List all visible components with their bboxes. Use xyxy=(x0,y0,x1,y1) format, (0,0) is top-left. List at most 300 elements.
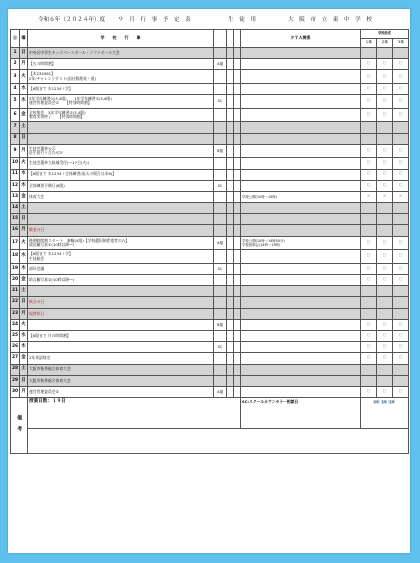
lunch-mark-grade3 xyxy=(393,214,409,225)
lunch-mark-grade2 xyxy=(377,375,393,386)
lunch-mark-grade2: × xyxy=(377,191,393,202)
lunch-mark-grade2: ○ xyxy=(377,108,393,122)
events-cell xyxy=(28,169,214,180)
col-events: 学 校 行 事 xyxy=(28,30,214,48)
events-text: 体育大会 xyxy=(29,193,45,199)
sc-legend: SC:スクールカウンセラー相談日 xyxy=(241,398,361,429)
blank-cell-a xyxy=(227,236,234,250)
events-text: 部長会議 xyxy=(29,265,45,271)
lunch-mark-grade1 xyxy=(361,133,377,144)
weekday-cell: 土 xyxy=(20,203,28,214)
lunch-mark-grade3: ○ xyxy=(393,70,409,84)
events-cell xyxy=(28,386,214,397)
events-cell xyxy=(28,353,214,364)
lunch-mark-grade1: ○ xyxy=(361,236,377,250)
lunch-mark-grade3 xyxy=(393,133,409,144)
blank-cell-b xyxy=(234,308,241,319)
events-text: 【木234561】 2年:チャレンジテスト(国社数理英・道) xyxy=(29,71,96,81)
sheet-title: ９ 月 行 事 予 定 表 xyxy=(118,17,191,23)
blank-cell-a xyxy=(227,214,234,225)
day-cell: 26 xyxy=(11,342,20,353)
day-cell: 7 xyxy=(11,122,20,133)
week-cell: A週 xyxy=(214,386,227,397)
lunch-mark-grade2: ○ xyxy=(377,250,393,264)
weekday-cell: 木 xyxy=(20,180,28,191)
weekday-cell: 火 xyxy=(20,70,28,84)
lunch-mark-grade1 xyxy=(361,203,377,214)
lunch-count-grade1: 19 xyxy=(373,399,379,405)
table-row xyxy=(11,214,409,225)
events-text: 大阪市秋季総合体育大会 xyxy=(29,377,71,383)
blank-cell-b xyxy=(234,144,241,158)
lunch-mark-grade1 xyxy=(361,286,377,297)
pta-cell xyxy=(241,297,361,308)
blank-cell-b xyxy=(234,375,241,386)
events-cell xyxy=(28,375,214,386)
lunch-mark-grade3 xyxy=(393,225,409,236)
table-row xyxy=(11,191,409,202)
week-cell xyxy=(214,214,227,225)
pta-cell: 学校公開(10時〜14時50分) 学校説明会(14時～15時) xyxy=(241,236,361,250)
week-cell xyxy=(214,108,227,122)
timetable-note: 【特別時間割】 xyxy=(64,100,92,106)
pta-cell xyxy=(241,95,361,109)
blank-cell-b xyxy=(234,180,241,191)
pta-cell xyxy=(241,286,361,297)
weekday-cell: 水 xyxy=(20,83,28,94)
col-day: 日 xyxy=(11,30,20,48)
pta-cell xyxy=(241,308,361,319)
lunch-mark-grade1: ○ xyxy=(361,353,377,364)
lunch-mark-grade3 xyxy=(393,364,409,375)
sheet-header xyxy=(38,15,398,27)
col-week xyxy=(214,30,227,48)
lunch-mark-grade3: ○ xyxy=(393,386,409,397)
pta-cell xyxy=(241,203,361,214)
pta-cell xyxy=(241,59,361,70)
blank-cell-b xyxy=(234,133,241,144)
blank-cell-a xyxy=(227,70,234,84)
table-row xyxy=(11,353,409,364)
lunch-mark-grade3 xyxy=(393,375,409,386)
pta-cell xyxy=(241,180,361,191)
school-days-total: 授業日数：１９日 xyxy=(28,398,241,429)
week-cell: B週 xyxy=(214,319,227,330)
blank-cell-a xyxy=(227,386,234,397)
weekday-cell: 月 xyxy=(20,225,28,236)
lunch-mark-grade3 xyxy=(393,122,409,133)
lunch-mark-grade3 xyxy=(393,297,409,308)
pta-cell xyxy=(241,70,361,84)
events-cell xyxy=(28,225,214,236)
events-cell xyxy=(28,191,214,202)
events-text: 【6限まで 水1234＋学】 生徒総会 xyxy=(29,251,73,261)
blank-cell-a xyxy=(227,275,234,286)
table-row xyxy=(11,236,409,250)
day-cell: 14 xyxy=(11,203,20,214)
weekday-cell: 月 xyxy=(20,308,28,319)
events-cell xyxy=(28,59,214,70)
events-cell xyxy=(28,83,214,94)
lunch-count-grade3: 19 xyxy=(389,399,395,405)
day-cell: 5 xyxy=(11,95,20,109)
lunch-mark-grade1: ○ xyxy=(361,319,377,330)
table-row xyxy=(11,275,409,286)
summary-row xyxy=(11,398,409,429)
blank-cell-b xyxy=(234,353,241,364)
events-text: 3年学年練習①(3,4限) 1年学年練習①(5,6限) 運営管理委員会① xyxy=(29,96,112,106)
week-cell: A週 xyxy=(214,59,227,70)
table-header-row xyxy=(11,30,409,39)
lunch-mark-grade3: ○ xyxy=(393,263,409,274)
lunch-mark-grade1: ○ xyxy=(361,83,377,94)
week-cell xyxy=(214,191,227,202)
weekday-cell: 水 xyxy=(20,250,28,264)
blank-cell-a xyxy=(227,286,234,297)
blank-cell-a xyxy=(227,48,234,59)
weekday-cell: 土 xyxy=(20,286,28,297)
events-text: 2年英語検定 xyxy=(29,355,51,361)
lunch-mark-grade2: ○ xyxy=(377,180,393,191)
day-cell: 25 xyxy=(11,330,20,341)
lunch-mark-grade3: ○ xyxy=(393,275,409,286)
lunch-mark-grade3 xyxy=(393,48,409,59)
day-cell: 10 xyxy=(11,158,20,169)
week-cell xyxy=(214,250,227,264)
lunch-mark-grade1: ○ xyxy=(361,180,377,191)
lunch-mark-grade2: ○ xyxy=(377,158,393,169)
events-text: 全校集会 3年学年練習②(3,4限) 教育実習終了 xyxy=(29,109,86,120)
week-cell xyxy=(214,70,227,84)
week-cell xyxy=(214,297,227,308)
pta-cell xyxy=(241,375,361,386)
table-row xyxy=(11,375,409,386)
lunch-mark-grade2 xyxy=(377,286,393,297)
lunch-mark-grade1: ○ xyxy=(361,169,377,180)
lunch-mark-grade1 xyxy=(361,122,377,133)
weekday-cell: 火 xyxy=(20,158,28,169)
lunch-mark-grade2: ○ xyxy=(377,236,393,250)
lunch-mark-grade2: ○ xyxy=(377,169,393,180)
weekday-cell: 日 xyxy=(20,133,28,144)
lunch-mark-grade2 xyxy=(377,122,393,133)
lunch-mark-grade3: ○ xyxy=(393,158,409,169)
pta-cell xyxy=(241,144,361,158)
day-cell: 11 xyxy=(11,169,20,180)
table-row xyxy=(11,386,409,397)
events-cell xyxy=(28,250,214,264)
blank-cell-a xyxy=(227,59,234,70)
day-cell: 27 xyxy=(11,353,20,364)
lunch-mark-grade3: ○ xyxy=(393,236,409,250)
events-cell xyxy=(28,180,214,191)
blank-cell-b xyxy=(234,250,241,264)
lunch-mark-grade3: ○ xyxy=(393,180,409,191)
lunch-mark-grade1: ○ xyxy=(361,263,377,274)
table-row xyxy=(11,263,409,274)
week-cell: SC xyxy=(214,95,227,109)
blank-cell-b xyxy=(234,70,241,84)
events-cell xyxy=(28,297,214,308)
events-text: 敬老の日 xyxy=(29,227,45,233)
day-cell: 21 xyxy=(11,286,20,297)
events-text: 振替休日 xyxy=(29,310,45,316)
lunch-mark-grade2: ○ xyxy=(377,275,393,286)
day-cell: 3 xyxy=(11,70,20,84)
blank-cell-b xyxy=(234,297,241,308)
blank-cell-b xyxy=(234,364,241,375)
lunch-mark-grade3: ○ xyxy=(393,108,409,122)
events-cell xyxy=(28,133,214,144)
events-text: 中央区中学生キッズベースボール・ソフトボール大会 xyxy=(29,49,120,55)
day-cell: 2 xyxy=(11,59,20,70)
lunch-mark-grade1: ○ xyxy=(361,330,377,341)
remarks-label: 備考 xyxy=(16,414,23,437)
pta-cell xyxy=(241,108,361,122)
pta-cell xyxy=(241,319,361,330)
weekday-cell: 木 xyxy=(20,263,28,274)
lunch-mark-grade2 xyxy=(377,364,393,375)
col-lunch-grade1: １年 xyxy=(361,39,377,48)
weekday-cell: 水 xyxy=(20,330,28,341)
table-row xyxy=(11,122,409,133)
lunch-mark-grade1: ○ xyxy=(361,95,377,109)
col-pta: ＰＴＡ関係 xyxy=(241,30,361,48)
day-cell: 12 xyxy=(11,180,20,191)
lunch-mark-grade2 xyxy=(377,48,393,59)
lunch-mark-grade3: × xyxy=(393,191,409,202)
events-cell xyxy=(28,158,214,169)
blank-cell-b xyxy=(234,108,241,122)
lunch-mark-grade1 xyxy=(361,214,377,225)
events-cell xyxy=(28,108,214,122)
table-row xyxy=(11,225,409,236)
pta-cell xyxy=(241,353,361,364)
weekday-cell: 金 xyxy=(20,108,28,122)
lunch-mark-grade1 xyxy=(361,297,377,308)
weekday-cell: 水 xyxy=(20,169,28,180)
blank-cell-a xyxy=(227,144,234,158)
blank-cell-a xyxy=(227,191,234,202)
events-cell xyxy=(28,330,214,341)
events-cell xyxy=(28,342,214,353)
table-row xyxy=(11,133,409,144)
pta-cell xyxy=(241,133,361,144)
week-cell xyxy=(214,158,227,169)
weekday-cell: 日 xyxy=(20,375,28,386)
day-cell: 19 xyxy=(11,263,20,274)
table-row xyxy=(11,158,409,169)
blank-cell-b xyxy=(234,236,241,250)
day-cell: 30 xyxy=(11,386,20,397)
day-cell: 28 xyxy=(11,364,20,375)
lunch-mark-grade2 xyxy=(377,297,393,308)
lunch-mark-grade1 xyxy=(361,308,377,319)
weekday-cell: 火 xyxy=(20,319,28,330)
week-cell xyxy=(214,48,227,59)
blank-cell-b xyxy=(234,169,241,180)
lunch-mark-grade2: ○ xyxy=(377,83,393,94)
lunch-mark-grade1: ○ xyxy=(361,144,377,158)
week-cell: SC xyxy=(214,342,227,353)
lunch-mark-grade3 xyxy=(393,286,409,297)
blank-cell-b xyxy=(234,214,241,225)
weekday-cell: 日 xyxy=(20,214,28,225)
blank-cell-a xyxy=(227,263,234,274)
blank-cell-b xyxy=(234,319,241,330)
blank-cell-b xyxy=(234,386,241,397)
table-row xyxy=(11,203,409,214)
week-cell xyxy=(214,169,227,180)
table-row xyxy=(11,297,409,308)
blank-cell-a xyxy=(227,180,234,191)
day-cell: 20 xyxy=(11,275,20,286)
blank-cell-b xyxy=(234,225,241,236)
schedule-sheet xyxy=(8,9,410,553)
table-row xyxy=(11,95,409,109)
week-cell: SC xyxy=(214,180,227,191)
pta-cell xyxy=(241,275,361,286)
lunch-mark-grade3: ○ xyxy=(393,169,409,180)
blank-cell-a xyxy=(227,225,234,236)
schedule-table xyxy=(10,29,409,454)
events-text: 後期時間割スタート 参観(5限)【学校選択制希望者のみ】 放送顧写真①(10時以降～) xyxy=(29,237,130,247)
events-cell xyxy=(28,319,214,330)
week-cell xyxy=(214,122,227,133)
week-cell xyxy=(214,375,227,386)
remarks-row xyxy=(11,429,409,454)
weekday-cell: 日 xyxy=(20,297,28,308)
pta-cell xyxy=(241,225,361,236)
day-cell: 16 xyxy=(11,225,20,236)
events-text: 生徒会選挙立候補受付(～17日(火)) xyxy=(29,160,90,166)
table-row xyxy=(11,330,409,341)
events-cell xyxy=(28,364,214,375)
audience-label: 生 徒 用 xyxy=(228,17,256,23)
week-cell xyxy=(214,286,227,297)
week-cell xyxy=(214,308,227,319)
week-cell: SC xyxy=(214,263,227,274)
events-cell xyxy=(28,122,214,133)
events-cell xyxy=(28,236,214,250)
blank-cell-a xyxy=(227,330,234,341)
remarks-body xyxy=(28,429,409,454)
events-cell xyxy=(28,275,214,286)
pta-cell xyxy=(241,386,361,397)
weekday-cell: 木 xyxy=(20,342,28,353)
events-cell xyxy=(28,95,214,109)
lunch-mark-grade3: ○ xyxy=(393,330,409,341)
col-lunch: 学校給食 xyxy=(361,30,409,39)
lunch-mark-grade2: ○ xyxy=(377,144,393,158)
blank-cell-a xyxy=(227,95,234,109)
lunch-mark-grade2 xyxy=(377,203,393,214)
table-row xyxy=(11,108,409,122)
table-row xyxy=(11,180,409,191)
lunch-mark-grade2: ○ xyxy=(377,263,393,274)
blank-cell-a xyxy=(227,250,234,264)
pta-cell xyxy=(241,122,361,133)
events-text: 運営管理委員会② xyxy=(29,388,59,394)
lunch-mark-grade1: ○ xyxy=(361,108,377,122)
table-row xyxy=(11,250,409,264)
lunch-mark-grade2: ○ xyxy=(377,70,393,84)
table-row xyxy=(11,70,409,84)
day-cell: 9 xyxy=(11,144,20,158)
lunch-mark-grade1 xyxy=(361,48,377,59)
lunch-mark-grade3: ○ xyxy=(393,342,409,353)
events-cell xyxy=(28,263,214,274)
lunch-mark-grade2: ○ xyxy=(377,342,393,353)
day-cell: 24 xyxy=(11,319,20,330)
col-lunch-grade3: ３年 xyxy=(393,39,409,48)
blank-cell-a xyxy=(227,133,234,144)
table-row xyxy=(11,308,409,319)
col-weekday: 曜 xyxy=(20,30,28,48)
blank-cell-a xyxy=(227,122,234,133)
blank-cell-a xyxy=(227,169,234,180)
col-blank-b xyxy=(234,30,241,48)
pta-cell xyxy=(241,48,361,59)
blank-cell-a xyxy=(227,353,234,364)
weekday-cell: 月 xyxy=(20,59,28,70)
day-cell: 4 xyxy=(11,83,20,94)
table-row xyxy=(11,59,409,70)
blank-cell-b xyxy=(234,275,241,286)
pta-cell xyxy=(241,263,361,274)
blank-cell-b xyxy=(234,342,241,353)
lunch-mark-grade3: ○ xyxy=(393,353,409,364)
table-row xyxy=(11,364,409,375)
week-cell xyxy=(214,83,227,94)
lunch-mark-grade2 xyxy=(377,133,393,144)
blank-cell-b xyxy=(234,330,241,341)
pta-cell xyxy=(241,169,361,180)
blank-cell-b xyxy=(234,191,241,202)
events-cell xyxy=(28,214,214,225)
pta-cell xyxy=(241,364,361,375)
week-cell xyxy=(214,203,227,214)
lunch-mark-grade3: ○ xyxy=(393,83,409,94)
events-text: 全体練習予備日(6限) xyxy=(29,182,65,188)
lunch-count-grade2: 19 xyxy=(381,399,387,405)
table-row xyxy=(11,169,409,180)
blank-cell-a xyxy=(227,158,234,169)
day-cell: 23 xyxy=(11,308,20,319)
events-text: 助言顧写真②(10時以降～) xyxy=(29,276,75,282)
pta-cell xyxy=(241,342,361,353)
blank-cell-b xyxy=(234,83,241,94)
schedule-body xyxy=(11,48,409,398)
events-cell xyxy=(28,286,214,297)
lunch-mark-grade3: ○ xyxy=(393,250,409,264)
pta-cell xyxy=(241,83,361,94)
events-cell xyxy=(28,70,214,84)
pta-cell xyxy=(241,158,361,169)
day-cell: 22 xyxy=(11,297,20,308)
lunch-mark-grade1 xyxy=(361,225,377,236)
week-cell: B週 xyxy=(214,144,227,158)
weekday-cell: 日 xyxy=(20,48,28,59)
week-cell xyxy=(214,275,227,286)
lunch-mark-grade1: ○ xyxy=(361,250,377,264)
lunch-counts xyxy=(361,398,409,429)
lunch-mark-grade3: ○ xyxy=(393,319,409,330)
day-cell: 6 xyxy=(11,108,20,122)
lunch-mark-grade1: ○ xyxy=(361,386,377,397)
weekday-cell: 土 xyxy=(20,364,28,375)
events-text: 大阪市秋季総合体育大会 xyxy=(29,366,71,372)
